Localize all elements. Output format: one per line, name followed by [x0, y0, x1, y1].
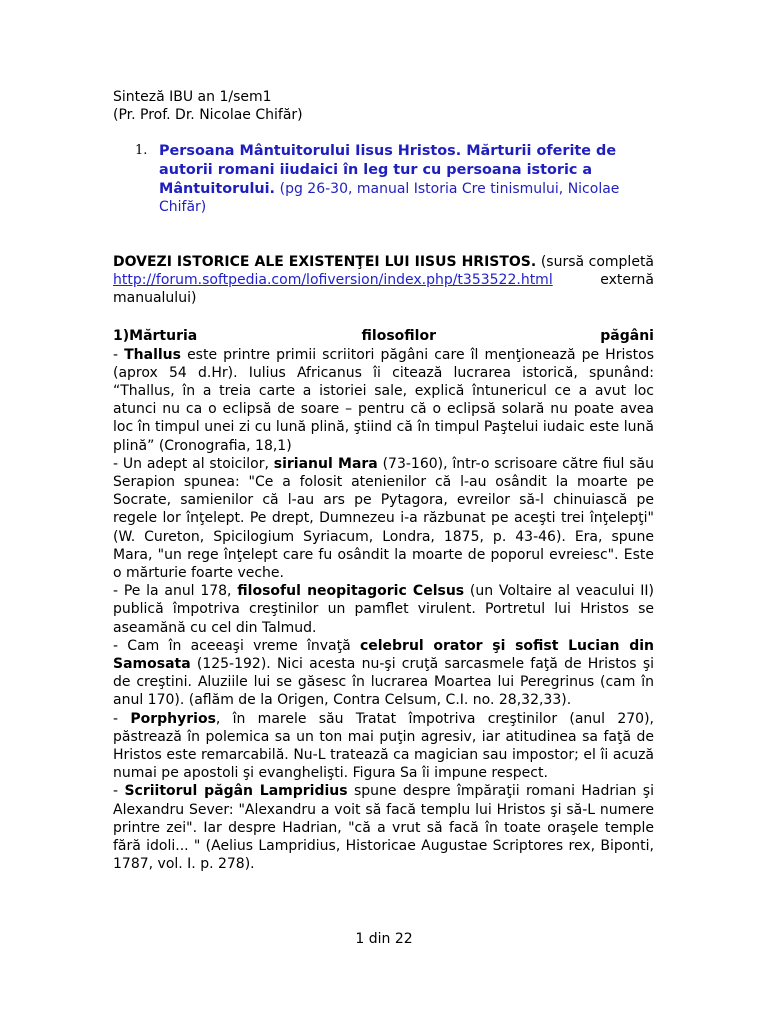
page-content	[113, 88, 654, 873]
subsection-word-2: filosofilor	[361, 328, 436, 345]
name-celsus: filosoful neopitagoric Celsus	[237, 583, 465, 600]
paragraph-celsus: - Pe la anul 178, filosoful neopitagoric Celsus (un Voltaire al veacului II) publică împotriva creştinilor un pamflet virulent. Portretul lui Hristos se aseamănă cu cel din Talmud.	[113, 583, 655, 636]
toc-item	[113, 142, 654, 216]
source-suffix: externă manualului)	[113, 271, 654, 307]
paragraph-thallus: - Thallus este printre primii scriitori păgâni care îl menţionează pe Hristos (aprox 54 d.Hr). Iulius Africanus îi citează lucrarea istorică, spunând: “Thallus, în a treia carte a istoriei sale, explică întunericul ce a avut loc atunci nu ca o eclipsă de soare – pentru că o eclipsă solară nu poate avea loc în timpul unei zi cu lună plină, ştiind că în timpul Paştelui iudaic este lună plină” (Cronografia, 18,1)	[113, 346, 654, 454]
subsection-word-1: 1)Mărturia	[113, 328, 198, 345]
subsection-heading	[113, 327, 654, 345]
page-number: 1 din 22	[355, 931, 413, 947]
source-link[interactable]: http://forum.softpedia.com/lofiversion/index.php/t353522.html	[113, 271, 553, 288]
document-author: (Pr. Prof. Dr. Nicolae Chifăr)	[113, 107, 303, 124]
name-thallus: Thallus	[124, 346, 181, 363]
name-lampridius: Scriitorul păgân Lampridius	[124, 783, 348, 800]
name-porphyrios: Porphyrios	[130, 710, 216, 727]
paragraph-porphyrios: - Porphyrios, în marele său Tratat împotriva creştinilor (anul 270), păstrează în polemica sa un ton mai puţin agresiv, iar atitudinea sa faţă de Hristos este remarcabilă. Nu-L tratează ca magician sau impostor; el îi acuză numai pe apostoli şi evanghelişti. Figura Sa îi impune respect.	[113, 710, 654, 782]
paragraph-mara: - Un adept al stoicilor, sirianul Mara (73-160), într-o scrisoare către fiul său Serapion spunea: "Ce a folosit atenienilor că l-au osândit la moarte pe Socrate, samienilor că l-au ars pe Pytagora, evreilor să-l chinuiască pe regele lor înţelept. Pe drept, Dumnezeu i-a răzbunat pe aceşti trei înţelepţi" (W. Cureton, Spicilogium Syriacum, Londra, 1875, p. 43-46). Era, spune Mara, "un rege înţelept care fu osândit la moarte de poporul evreiesc". Este o mărturie foarte veche.	[113, 455, 654, 582]
document-title: Sinteză IBU an 1/sem1	[113, 89, 272, 105]
paragraph-lucian: - Cam în aceeaşi vreme învaţă celebrul orator şi sofist Lucian din Samosata (125-192). Nici acesta nu-şi cruţă sarcasmele faţă de Hristos şi de creştini. Aluziile lui se găsesc în lucrarea Moartea lui Peregrinus (cam în anul 170). (aflăm de la Origen, Contra Celsum, C.I. no. 28,32,33).	[113, 637, 654, 709]
name-lucian: celebrul orator şi sofist Lucian din Samosata	[113, 637, 654, 673]
toc-title: Persoana Mântuitorului Iisus Hristos. Mărturii oferite de autorii romani iiudaici în leg tur cu persoana istoric a Mântuitorului.	[159, 143, 617, 197]
toc-reference: (pg 26-30, manual Istoria Cre tinismului, Nicolae Chifăr)	[159, 180, 620, 216]
section-heading	[113, 253, 654, 308]
section-title: DOVEZI ISTORICE ALE EXISTENŢEI LUI IISUS HRISTOS.	[113, 253, 537, 270]
name-mara: sirianul Mara	[273, 455, 378, 472]
subsection-word-3: păgâni	[600, 328, 654, 345]
toc-number: 1.	[135, 143, 148, 159]
paragraph-lampridius: - Scriitorul păgân Lampridius spune despre împăraţii romani Hadrian şi Alexandru Sever: "Alexandru a voit să facă templu lui Hristos şi să-L numere printre zei". Iar despre Hadrian, "că a vrut să facă în toate oraşele temple fără idoli... " (Aelius Lampridius, Historicae Augustae Scriptores rex, Biponti, 1787, vol. I. p. 278).	[113, 783, 654, 873]
toc-body	[159, 142, 654, 216]
source-prefix: (sursă completă	[540, 253, 655, 270]
